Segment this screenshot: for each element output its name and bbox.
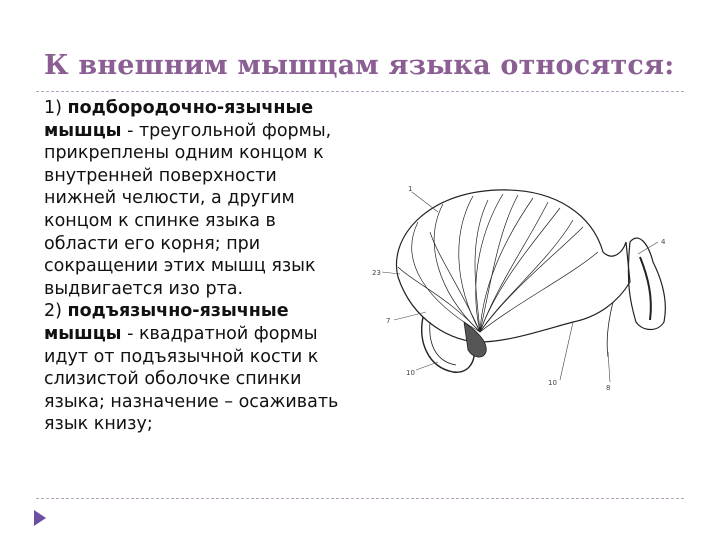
figure-label-8: 8 xyxy=(606,384,611,392)
figure-label-4: 4 xyxy=(661,238,666,246)
slide-body xyxy=(44,97,354,436)
item-1-term: подбородочно-язычные мышцы xyxy=(44,98,314,141)
figure-label-23: 23 xyxy=(372,269,381,277)
item-1 xyxy=(44,97,354,300)
footer-divider xyxy=(36,498,684,499)
tongue-muscles-illustration xyxy=(368,182,688,412)
item-1-number: 1) xyxy=(44,98,62,118)
slide-title: К внешним мышцам языка относятся: xyxy=(44,50,675,81)
leader-lines xyxy=(382,192,658,382)
figure-label-1: 1 xyxy=(408,185,413,193)
epiglottis-outline xyxy=(628,238,665,329)
item-2-text: - квадратной формы идут от подъязычной кости к слизистой оболочке спинки языка; назначение – осаживать язык книзу; xyxy=(44,323,339,435)
item-1-text: - треугольной формы, прикреплены одним концом к внутренней поверхности нижней челюсти, а другим концом к спинке языка в области его корня; при сокращении этих мышц язык выдвигается изо рта. xyxy=(44,120,332,299)
item-2-number: 2) xyxy=(44,301,62,322)
muscle-fibers xyxy=(398,194,598,332)
figure-label-10b: 10 xyxy=(548,379,557,387)
item-2 xyxy=(44,300,354,436)
figure-label-7: 7 xyxy=(386,317,391,325)
tongue-outline xyxy=(396,190,630,342)
figure-label-10a: 10 xyxy=(406,369,415,377)
nav-arrow-icon xyxy=(32,508,48,528)
item-2-term: подъязычно-язычные мышцы xyxy=(44,301,289,344)
title-divider xyxy=(36,91,684,92)
